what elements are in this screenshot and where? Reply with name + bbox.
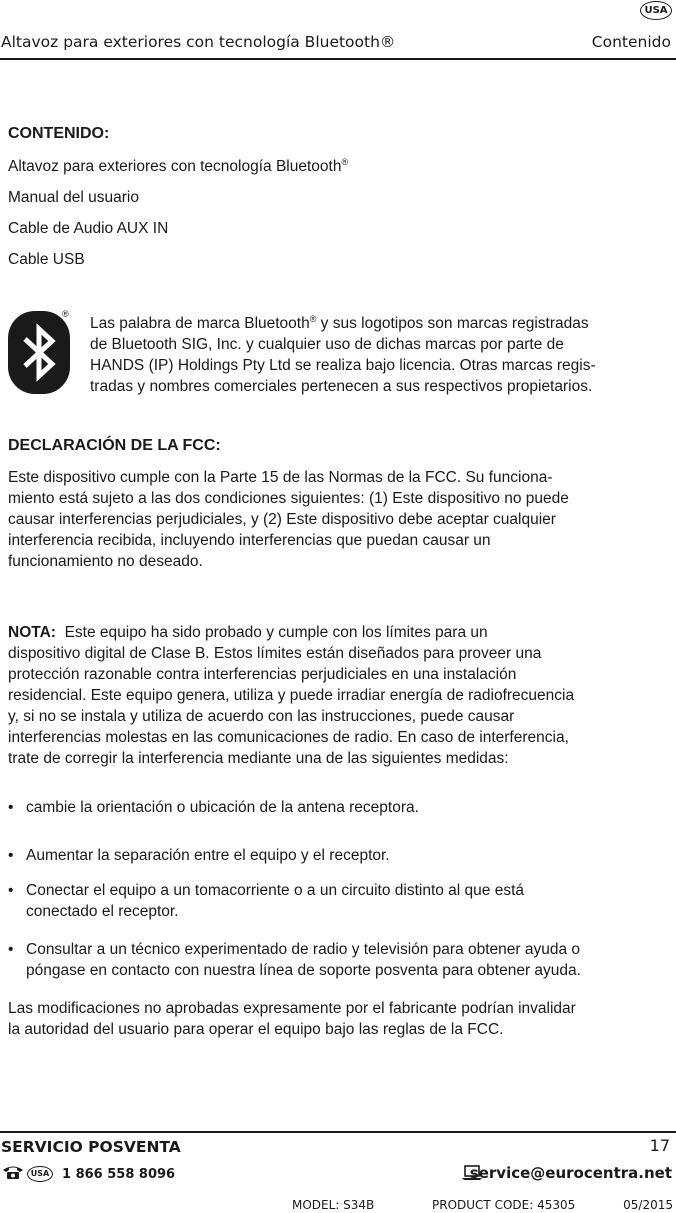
telephone-icon — [2, 1164, 24, 1185]
bluetooth-logo-icon — [8, 311, 70, 394]
trademark-line: tradas y nombres comerciales pertenecen a sus respectivos propietarios. — [90, 378, 593, 395]
trademark-line: Las palabra de marca Bluetooth® y sus logotipos son marcas registradas — [90, 314, 589, 332]
contents-item: Cable de Audio AUX IN — [8, 220, 169, 237]
publication-date: 05/2015 — [623, 1198, 673, 1212]
trademark-line: de Bluetooth SIG, Inc. y cualquier uso de dichas marcas por parte de — [90, 336, 564, 353]
trademark-line: HANDS (IP) Holdings Pty Ltd se realiza bajo licencia. Otras marcas regis- — [90, 357, 596, 374]
support-email: service@eurocentra.net — [469, 1164, 672, 1182]
model-number: MODEL: S34B — [292, 1198, 375, 1212]
list-item: • Aumentar la separación entre el equipo y el receptor. — [8, 847, 390, 864]
fcc-heading: DECLARACIÓN DE LA FCC: — [8, 437, 221, 454]
contents-item: Cable USB — [8, 251, 85, 268]
usa-phone-badge: USA — [27, 1166, 53, 1182]
fcc-line: Este dispositivo cumple con la Parte 15 de las Normas de la FCC. Su funciona- — [8, 469, 553, 486]
contents-item: Manual del usuario — [8, 189, 139, 206]
contents-heading: CONTENIDO: — [8, 125, 110, 142]
nota-label: NOTA: — [8, 624, 56, 641]
list-item: • Consultar a un técnico experimentado de radio y televisión para obtener ayuda o póngase en contacto con nuestra línea de soporte posventa para obtener ayuda. — [8, 941, 581, 979]
page-number: 17 — [649, 1136, 670, 1155]
usa-region-badge: USA — [640, 1, 672, 20]
list-item: • cambie la orientación o ubicación de la antena receptora. — [8, 799, 419, 816]
closing-line: la autoridad del usuario para operar el equipo bajo las reglas de la FCC. — [8, 1021, 504, 1038]
footer-divider — [0, 1131, 676, 1133]
nota-line: y, si no se instala y utiliza de acuerdo con las instrucciones, puede causar — [8, 708, 515, 725]
fcc-line: miento está sujeto a las dos condiciones siguientes: (1) Este dispositivo no puede — [8, 490, 569, 507]
footer-service-title: SERVICIO POSVENTA — [1, 1138, 181, 1156]
nota-line: trate de corregir la interferencia mediante una de las siguientes medidas: — [8, 750, 509, 767]
nota-line: residencial. Este equipo genera, utiliza y puede irradiar energía de radiofrecuencia — [8, 687, 575, 704]
closing-line: Las modificaciones no aprobadas expresamente por el fabricante podrían invalidar — [8, 1000, 576, 1017]
support-phone: 1 866 558 8096 — [62, 1167, 176, 1182]
nota-line: interferencias molestas en las comunicaciones de radio. En caso de interferencia, — [8, 729, 569, 746]
nota-line: protección razonable contra interferencias perjudiciales en una instalación — [8, 666, 517, 683]
nota-first-line: NOTA: Este equipo ha sido probado y cumple con los límites para un — [8, 624, 488, 641]
contents-item: Altavoz para exteriores con tecnología Bluetooth® — [8, 157, 349, 175]
header-divider — [0, 58, 676, 60]
nota-line: dispositivo digital de Clase B. Estos límites están diseñados para proveer una — [8, 645, 542, 662]
bluetooth-logo-reg-mark: ® — [62, 309, 69, 319]
fcc-line: interferencia recibida, incluyendo interferencias que puedan causar un — [8, 532, 491, 549]
header-title: Altavoz para exteriores con tecnología Bluetooth® — [1, 33, 396, 51]
list-item: • Conectar el equipo a un tomacorriente o a un circuito distinto al que está conectado el receptor. — [8, 882, 525, 920]
fcc-line: causar interferencias perjudiciales, y (2) Este dispositivo debe aceptar cualquier — [8, 511, 556, 528]
header-section: Contenido — [591, 33, 671, 51]
product-code: PRODUCT CODE: 45305 — [432, 1198, 576, 1212]
fcc-line: funcionamiento no deseado. — [8, 553, 203, 570]
